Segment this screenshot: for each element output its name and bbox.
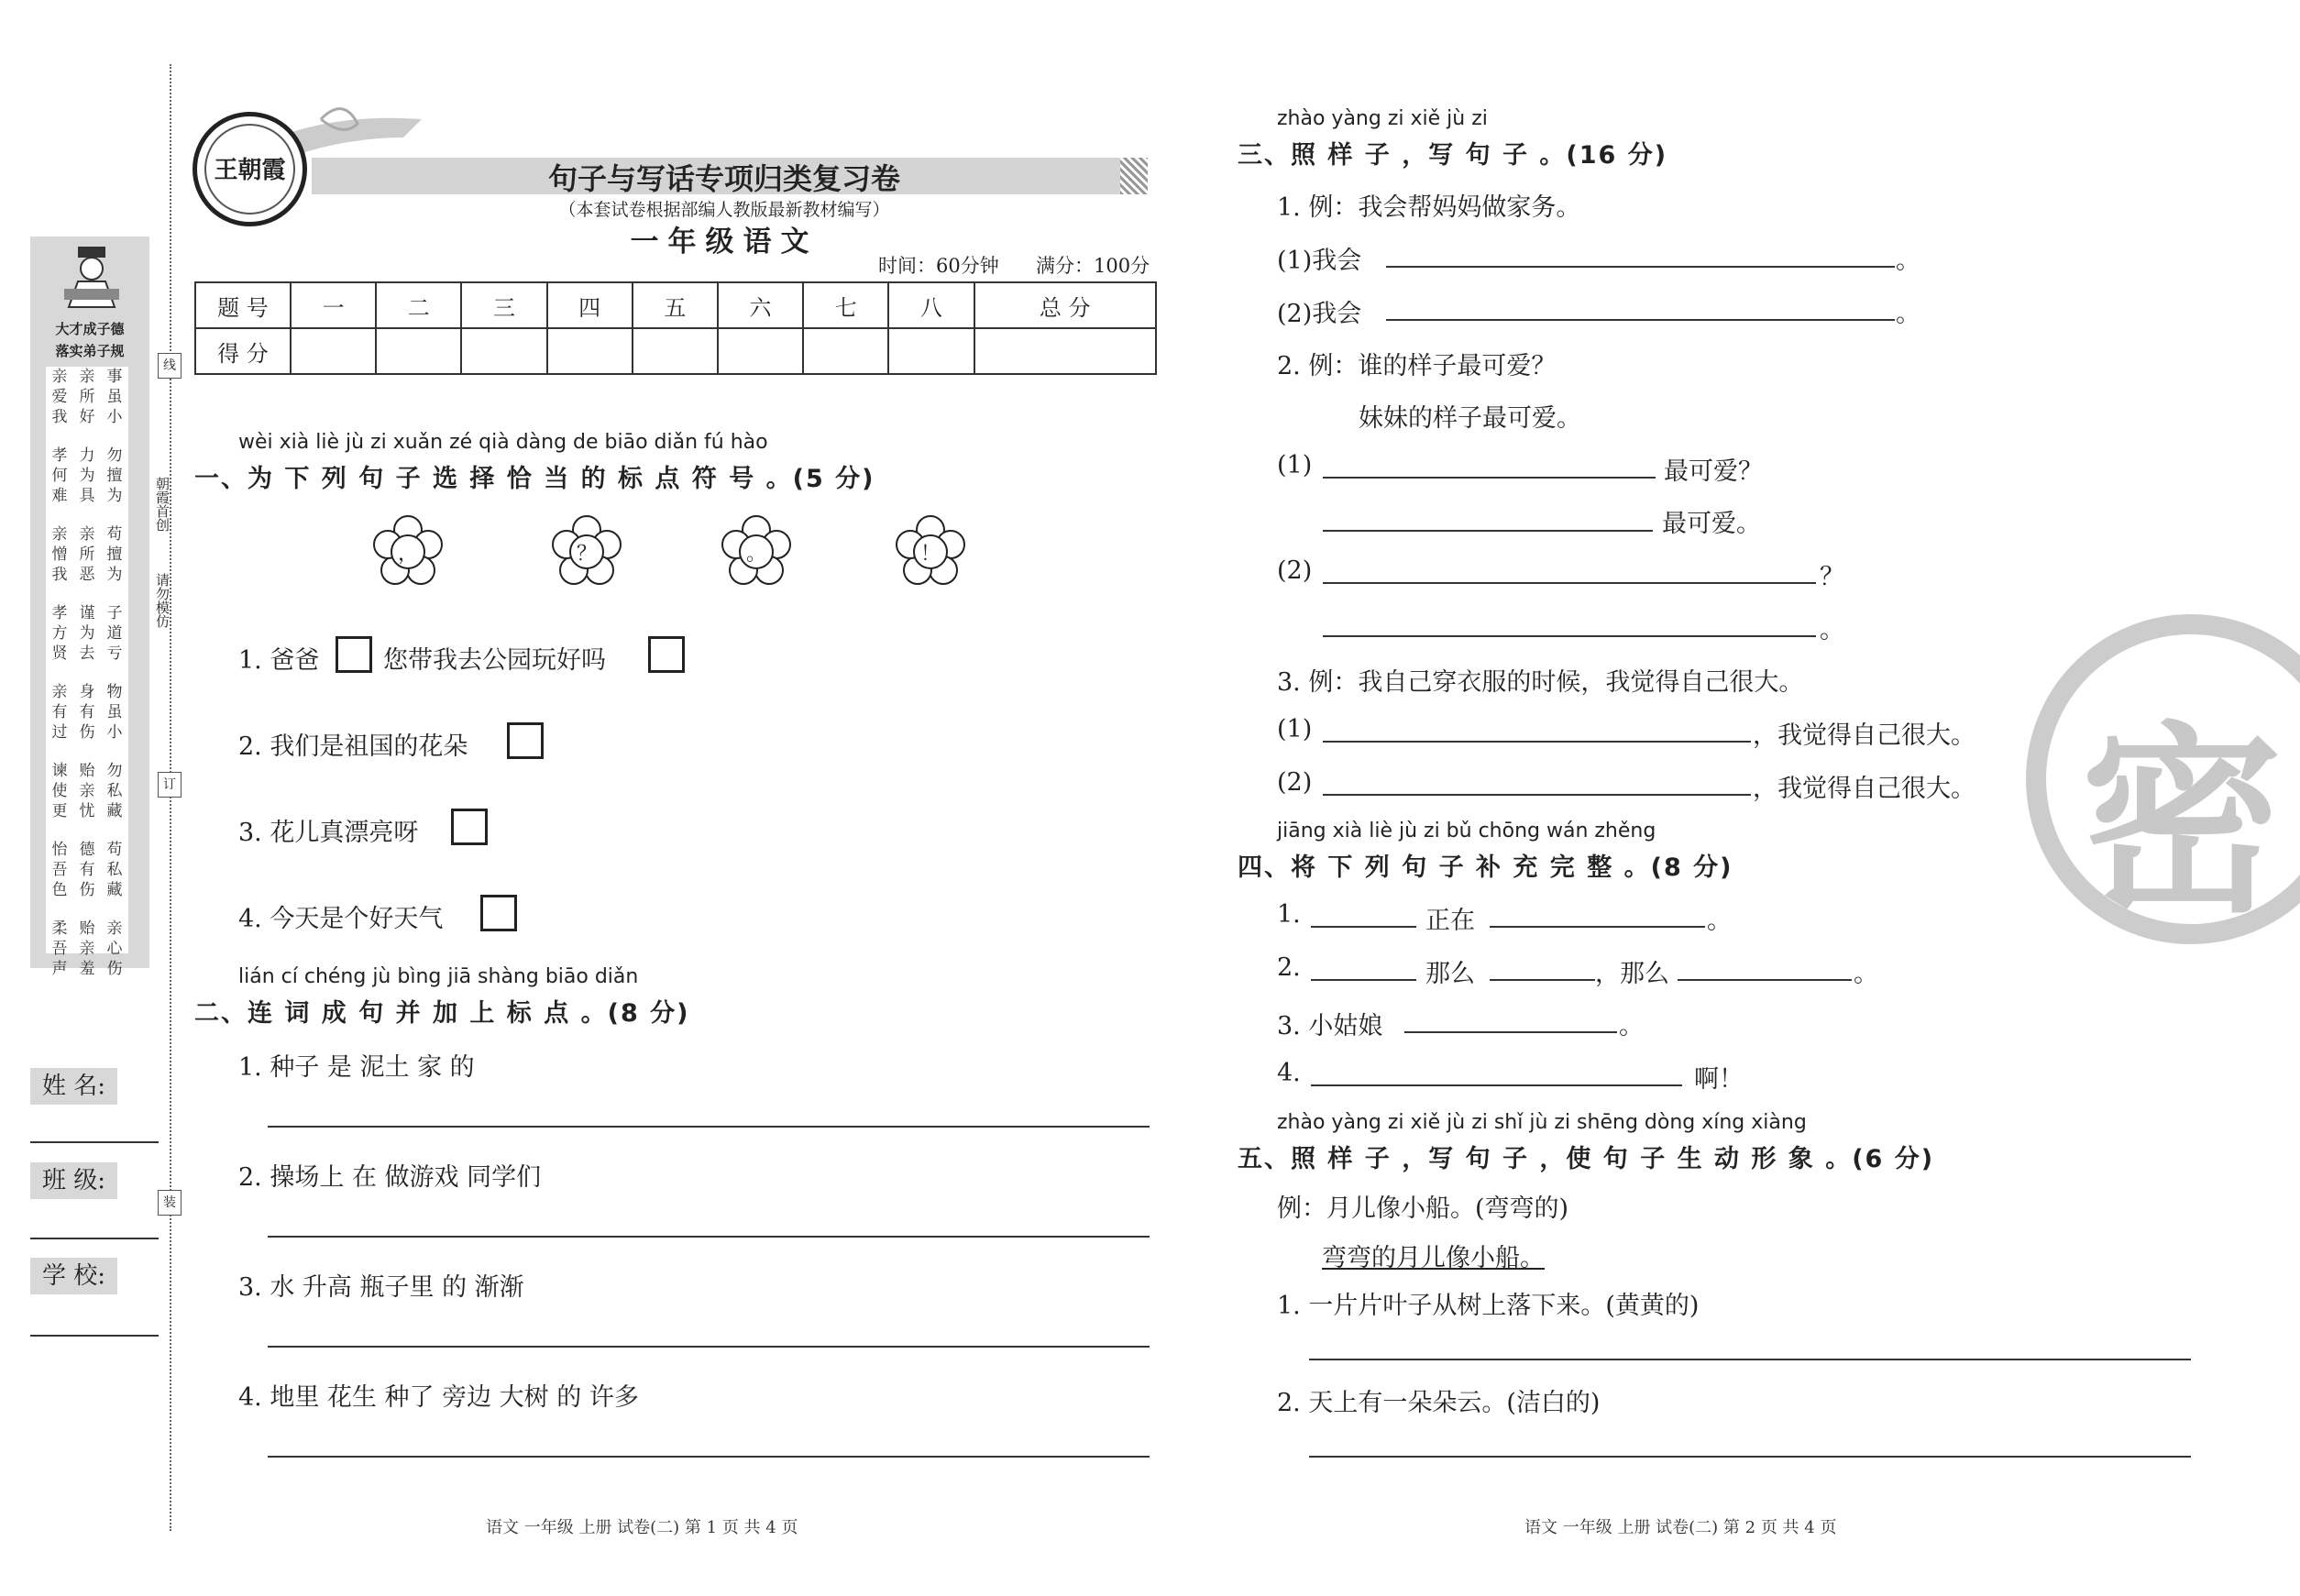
rule-char: 有 [51,703,68,721]
score-table [194,281,1157,375]
s4-q3-line[interactable] [1404,1031,1617,1033]
s4-title: 四、将 下 列 句 子 补 充 完 整 。(8 分) [1238,853,1733,882]
rule-char: 勿 [106,446,123,465]
rule-char: 身 [79,683,95,701]
rule-char: 德 [79,841,95,859]
rule-char: 亲 [79,782,95,800]
s2-q4: 4. 地里 花生 种了 旁边 大树 的 许多 [238,1383,639,1412]
rule-row [46,367,128,387]
rule-row [46,387,128,407]
footer-left: 语文 一年级 上册 试卷(二) 第 1 页 共 4 页 [486,1518,798,1537]
rule-row [46,959,128,979]
score-table-score-row [195,328,1156,374]
s2-q3: 3. 水 升高 瓶子里 的 渐渐 [238,1273,524,1302]
s4-q2-line3[interactable] [1678,979,1852,981]
rule-char: 虽 [106,703,123,721]
s4-q2-mid1: 那么 [1425,960,1475,988]
logo-text: 王朝霞 [214,157,286,184]
rule-group [46,919,128,979]
s3-ex2-answer: 妹妹的样子最可爱。 [1359,404,1581,433]
s3-ex2-b1-end: ？ [1820,563,1844,591]
s1-title: 一、为 下 列 句 子 选 择 恰 当 的 标 点 符 号 。(5 分) [194,465,875,493]
class-label: 班 级: [30,1162,117,1199]
rule-char: 伤 [79,723,95,742]
rule-char: 所 [79,388,95,406]
s3-ex2-a1-line[interactable] [1323,477,1656,479]
s5-q1: 1. 一片片叶子从树上落下来。(黄黄的) [1277,1292,1700,1320]
rule-char: 何 [51,467,68,485]
rule-group [46,446,128,506]
score-header-cell: 一 [291,282,376,328]
rule-char: 为 [106,487,123,505]
s2-q1: 1. 种子 是 泥土 家 的 [238,1053,475,1082]
full-score-info: 满分：100分 [1036,255,1150,277]
s4-pinyin: jiāng xià liè jù zi bǔ chōng wán zhěng [1277,820,1656,842]
rule-char: 藏 [106,802,123,820]
rule-row [46,860,128,880]
s1-pinyin: wèi xià liè jù zi xuǎn zé qià dàng de biāo diǎn fú hào [238,431,768,454]
rule-char: 谏 [51,762,68,780]
paper-title: 句子与写话专项归类复习卷 [547,161,900,196]
watermark-char: 密 [2081,702,2283,940]
rule-char: 有 [79,861,95,879]
rule-char: 私 [106,782,123,800]
score-header-cell: 二 [376,282,461,328]
s1-q1-box2[interactable] [648,636,685,673]
rule-row [46,623,128,644]
s5-q1-answer-line[interactable] [1309,1359,2191,1360]
s4-q1-line2[interactable] [1490,926,1705,928]
vertical-note-1: 朝霞首创 [154,477,171,532]
s4-q4-end: 啊！ [1694,1065,1744,1094]
s5-title: 五、照 样 子 ，写 句 子 ，使 句 子 生 动 形 象 。(6 分) [1238,1145,1935,1173]
flower-comma-icon [371,515,445,589]
rule-char: 憎 [51,545,68,564]
rule-char: 怡 [51,841,68,859]
symbol-comma: ， [397,543,418,566]
s3-ex3-a-line[interactable] [1323,741,1751,743]
rule-row [46,761,128,781]
s3-ex3-b-line[interactable] [1323,794,1751,796]
score-header-cell: 题 号 [195,282,291,328]
s5-example: 例：月儿像小船。(弯弯的) [1277,1194,1569,1223]
s2-q1-answer-line[interactable] [268,1126,1150,1128]
rule-char: 去 [79,644,95,663]
class-line[interactable] [30,1238,159,1239]
rule-char: 更 [51,802,68,820]
rule-char: 伤 [106,960,123,978]
s2-pinyin: lián cí chéng jù bìng jiā shàng biāo diǎn [238,965,639,988]
rule-char: 使 [51,782,68,800]
rule-row [46,880,128,900]
rule-group [46,367,128,427]
rule-char: 擅 [106,467,123,485]
rule-char: 我 [51,566,68,584]
s3-ex2-b1: (2) [1277,556,1313,585]
rule-row [46,486,128,506]
score-header-cell: 七 [803,282,888,328]
rule-char: 恶 [79,566,95,584]
s4-q2-line1[interactable] [1311,979,1416,981]
rule-row [46,722,128,743]
rule-row [46,781,128,801]
s4-q3: 3. 小姑娘 [1277,1012,1383,1040]
score-cell[interactable] [461,328,546,374]
rule-group [46,682,128,743]
s3-ex3-a: (1) [1277,715,1313,743]
s3-ex2: 2. 例：谁的样子最可爱？ [1277,352,1557,380]
rule-row [46,407,128,427]
rule-char: 为 [79,624,95,643]
s1-q1-start: 1. 爸爸 [238,646,320,675]
rule-char: 子 [106,604,123,622]
s3-ex1-a-line[interactable] [1386,266,1895,268]
rule-char: 谨 [79,604,95,622]
s3-ex3-b: (2) [1277,768,1313,797]
rule-char: 爱 [51,388,68,406]
rule-char: 亲 [51,683,68,701]
s4-q1-line1[interactable] [1311,926,1416,928]
rule-char: 亏 [106,644,123,663]
s3-ex1: 1. 例：我会帮妈妈做家务。 [1277,193,1581,222]
s4-q2-num: 2. [1277,953,1301,982]
rule-row [46,524,128,545]
score-cell[interactable] [803,328,888,374]
rule-char: 亲 [79,940,95,958]
s1-q3: 3. 花儿真漂亮呀 [238,819,419,847]
rule-char: 具 [79,487,95,505]
rule-char: 亲 [79,368,95,386]
binding-mark-1: 线 [158,353,182,379]
symbol-question: ？ [576,543,597,566]
rule-row [46,565,128,585]
s5-example-answer: 弯弯的月儿像小船。 [1322,1244,1545,1272]
rule-char: 吾 [51,861,68,879]
s5-q2: 2. 天上有一朵朵云。(洁白的) [1277,1389,1601,1417]
rule-group [46,524,128,585]
s3-title: 三、照 样 子 ，写 句 子 。(16 分) [1238,141,1668,170]
rule-char: 亲 [51,368,68,386]
score-header-cell: 六 [718,282,803,328]
s2-title: 二、连 词 成 句 并 加 上 标 点 。(8 分) [194,999,690,1028]
s3-ex1-b-line[interactable] [1386,319,1895,321]
rule-char: 所 [79,545,95,564]
rule-char: 声 [51,960,68,978]
score-header-cell: 五 [633,282,718,328]
rule-char: 方 [51,624,68,643]
sidebar-banner-2: 落实弟子规 [55,343,125,359]
rule-char: 忧 [79,802,95,820]
title-band-pattern [1120,158,1148,194]
rule-char: 为 [79,467,95,485]
rule-char: 孝 [51,604,68,622]
symbol-exclaim: ！ [919,543,941,566]
s4-q4-line[interactable] [1311,1084,1682,1086]
flower-exclaim-icon [894,515,967,589]
s1-q2: 2. 我们是祖国的花朵 [238,732,468,761]
rule-char: 为 [106,566,123,584]
flower-question-icon [550,515,623,589]
binding-mark-3: 装 [158,1190,182,1216]
s4-q3-end: 。 [1619,1012,1644,1040]
rule-row [46,682,128,702]
rule-char: 我 [51,408,68,426]
s3-ex1-b: (2)我会 [1277,300,1362,328]
s4-q1-end: 。 [1707,907,1732,935]
rule-char: 小 [106,408,123,426]
s4-q1-mid: 正在 [1425,907,1475,935]
logo-seal [193,112,307,226]
rule-char: 吾 [51,940,68,958]
binding-line [170,64,171,1531]
rule-char: 道 [106,624,123,643]
score-cell[interactable] [291,328,376,374]
s5-pinyin: zhào yàng zi xiě jù zi shǐ jù zi shēng dòng xíng xiàng [1277,1111,1807,1134]
s4-q4-num: 4. [1277,1059,1301,1087]
s3-ex2-a2-line[interactable] [1323,530,1653,532]
s1-q1-box1[interactable] [336,636,372,673]
s3-ex1-b-end: 。 [1896,300,1920,328]
s3-ex2-b2-line[interactable] [1323,635,1816,637]
s5-q2-answer-line[interactable] [1309,1456,2191,1458]
rule-char: 色 [51,881,68,899]
s3-ex3-a-end: ，我觉得自己很大。 [1753,721,1975,750]
rule-char: 贤 [51,644,68,663]
rule-group [46,603,128,664]
rule-char: 物 [106,683,123,701]
rule-row [46,446,128,466]
s1-q4: 4. 今天是个好天气 [238,905,444,933]
rule-char: 有 [79,703,95,721]
rule-char: 小 [106,723,123,742]
symbol-period: 。 [745,543,766,566]
rule-char: 伤 [79,881,95,899]
rule-char: 难 [51,487,68,505]
rule-group [46,761,128,821]
score-cell[interactable] [888,328,974,374]
rule-char: 擅 [106,545,123,564]
vertical-note-2: 请勿模仿 [154,573,171,628]
score-header-cell: 四 [547,282,633,328]
rule-char: 好 [79,408,95,426]
rule-row [46,545,128,565]
rule-char: 羞 [79,960,95,978]
s2-q2: 2. 操场上 在 做游戏 同学们 [238,1163,542,1192]
score-header-cell: 三 [461,282,546,328]
s3-ex2-b2-end: 。 [1820,616,1844,644]
rule-char: 贻 [79,762,95,780]
score-table-header-row [195,282,1156,328]
s1-q3-box[interactable] [451,809,488,845]
rule-row [46,939,128,959]
rule-char: 藏 [106,881,123,899]
score-header-cell: 总 分 [974,282,1157,328]
s3-ex2-a1: (1) [1277,451,1313,479]
s3-ex2-a2-end: 最可爱。 [1662,510,1761,538]
s3-ex1-a-end: 。 [1896,247,1920,275]
score-header-cell: 八 [888,282,974,328]
score-cell[interactable] [718,328,803,374]
score-cell[interactable]: 得 分 [195,328,291,374]
s1-q4-box[interactable] [480,895,517,931]
rule-group [46,840,128,900]
score-cell[interactable] [547,328,633,374]
rule-row [46,840,128,860]
rule-row [46,919,128,939]
binding-mark-2: 订 [158,772,182,798]
s4-q2-mid2: ，那么 [1595,960,1669,988]
rule-row [46,644,128,664]
rule-char: 虽 [106,388,123,406]
s3-ex1-a: (1)我会 [1277,247,1362,275]
name-line[interactable] [30,1141,159,1143]
s2-q3-answer-line[interactable] [268,1346,1150,1348]
rule-char: 柔 [51,919,68,938]
s2-q2-answer-line[interactable] [268,1236,1150,1238]
rule-char: 苟 [106,841,123,859]
rule-char: 亲 [79,525,95,544]
s3-ex3-b-end: ，我觉得自己很大。 [1753,775,1975,803]
rule-row [46,603,128,623]
rule-char: 私 [106,861,123,879]
rule-char: 过 [51,723,68,742]
s2-q4-answer-line[interactable] [268,1456,1150,1458]
rule-char: 贻 [79,919,95,938]
s3-ex2-a1-end: 最可爱？ [1664,457,1763,486]
flower-period-icon [720,515,793,589]
paper-subtitle: （本套试卷根据部编人教版最新教材编写） [558,200,890,220]
s4-q1-num: 1. [1277,900,1301,929]
scholar-figure-icon [50,243,133,316]
score-cell[interactable] [974,328,1157,374]
s1-q1-rest: 您带我去公园玩好吗 [383,646,606,675]
s3-pinyin: zhào yàng zi xiě jù zi [1277,107,1488,130]
s3-ex2-b1-line[interactable] [1323,582,1816,584]
rule-char: 事 [106,368,123,386]
score-cell[interactable] [376,328,461,374]
rule-char: 力 [79,446,95,465]
s3-ex3: 3. 例：我自己穿衣服的时候，我觉得自己很大。 [1277,668,1804,697]
time-info: 时间：60分钟 [878,255,999,277]
school-line[interactable] [30,1335,159,1337]
rule-row [46,801,128,821]
name-label: 姓 名: [30,1068,117,1105]
rule-char: 勿 [106,762,123,780]
dizigui-rules [46,367,128,978]
s4-q2-end: 。 [1854,960,1878,988]
rule-char: 苟 [106,525,123,544]
footer-right: 语文 一年级 上册 试卷(二) 第 2 页 共 4 页 [1524,1518,1837,1537]
sidebar-banner-1: 大才成子德 [55,321,125,337]
rule-row [46,702,128,722]
rule-row [46,466,128,486]
s1-q2-box[interactable] [507,722,544,759]
grade-heading: 一年级语文 [630,226,819,259]
rule-char: 亲 [106,919,123,938]
school-label: 学 校: [30,1258,117,1294]
rule-char: 亲 [51,525,68,544]
rule-char: 心 [106,940,123,958]
s4-q2-line2[interactable] [1490,979,1595,981]
score-cell[interactable] [633,328,718,374]
rule-char: 孝 [51,446,68,465]
